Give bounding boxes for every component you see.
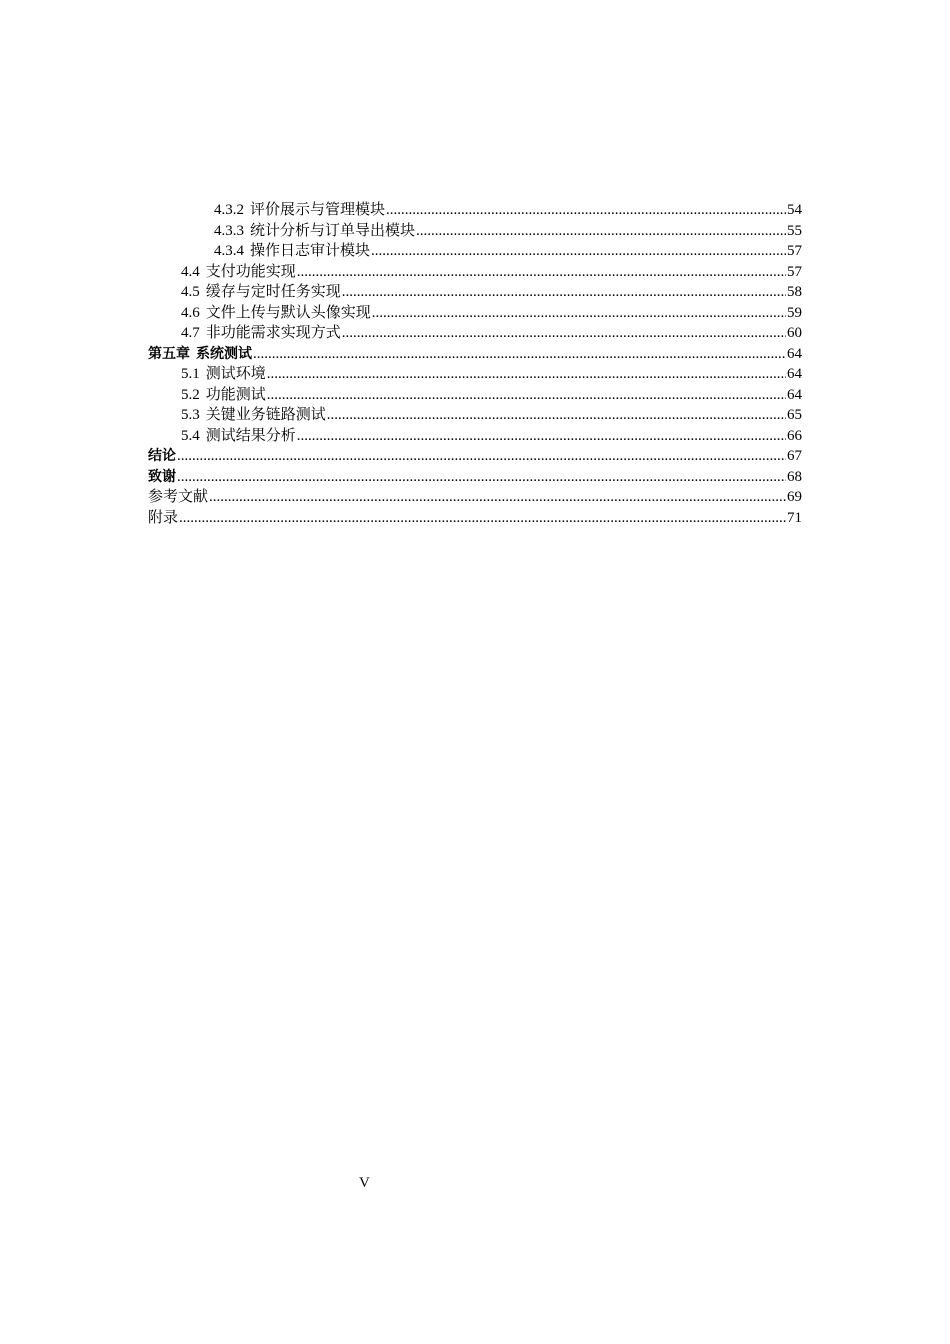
toc-entry-number: 5.2 xyxy=(181,386,200,403)
toc-entry-number: 4.3.4 xyxy=(214,243,244,259)
toc-entry[interactable] xyxy=(148,282,802,303)
toc-dot-leader xyxy=(209,487,786,508)
toc-dot-leader xyxy=(386,200,786,221)
toc-dot-leader xyxy=(297,262,786,283)
toc-entry-page: 54 xyxy=(787,202,802,218)
toc-entry-title: 测试结果分析 xyxy=(205,427,296,444)
toc-entry[interactable] xyxy=(148,241,802,262)
toc-entry-title: 关键业务链路测试 xyxy=(205,407,326,423)
toc-entry[interactable] xyxy=(148,262,802,283)
toc-dot-leader xyxy=(177,446,786,467)
toc-entry-page: 71 xyxy=(787,509,802,526)
toc-entry-title: 致谢 xyxy=(148,468,176,485)
toc-entry-number: 5.1 xyxy=(181,366,200,382)
toc-chapter-entry[interactable] xyxy=(148,508,802,529)
toc-entry[interactable] xyxy=(148,323,802,344)
toc-entry[interactable] xyxy=(148,364,802,385)
toc-entry-number: 第五章 xyxy=(148,345,190,362)
toc-entry-number: 5.4 xyxy=(181,427,200,444)
toc-entry-number: 4.3.2 xyxy=(214,202,244,218)
toc-entry-title: 非功能需求实现方式 xyxy=(205,325,341,341)
toc-dot-leader xyxy=(297,426,786,447)
toc-chapter-entry[interactable] xyxy=(148,446,802,467)
toc-dot-leader xyxy=(371,241,786,262)
toc-entry[interactable] xyxy=(148,405,802,426)
toc-entry-page: 60 xyxy=(787,325,802,341)
toc-dot-leader xyxy=(416,221,786,242)
toc-entry[interactable] xyxy=(148,426,802,447)
toc-entry-title: 统计分析与订单导出模块 xyxy=(250,222,416,239)
toc-entry-title: 系统测试 xyxy=(196,345,252,362)
toc-entry-title: 文件上传与默认头像实现 xyxy=(205,304,371,321)
toc-entry[interactable] xyxy=(148,385,802,406)
toc-entry-title: 参考文献 xyxy=(148,489,209,505)
toc-entry-page: 57 xyxy=(787,243,802,259)
toc-dot-leader xyxy=(342,282,786,303)
toc-entry-page: 55 xyxy=(787,222,802,239)
toc-entry-page: 57 xyxy=(787,263,802,280)
toc-dot-leader xyxy=(177,467,786,488)
toc-entry[interactable] xyxy=(148,303,802,324)
toc-entry-number: 4.4 xyxy=(181,263,200,280)
toc-chapter-entry[interactable] xyxy=(148,487,802,508)
toc-entry[interactable] xyxy=(148,221,802,242)
toc-entry-page: 64 xyxy=(787,366,802,382)
toc-entry-page: 65 xyxy=(787,407,802,423)
toc-entry-page: 64 xyxy=(787,345,802,362)
toc-entry-page: 67 xyxy=(787,448,802,464)
toc-dot-leader xyxy=(267,385,786,406)
table-of-contents xyxy=(148,200,802,528)
toc-dot-leader xyxy=(253,344,786,365)
toc-entry-number: 4.7 xyxy=(181,325,200,341)
toc-entry[interactable] xyxy=(148,200,802,221)
toc-dot-leader xyxy=(372,303,786,324)
toc-entry-page: 58 xyxy=(787,284,802,300)
toc-entry-number: 4.3.3 xyxy=(214,222,244,239)
page-number: V xyxy=(359,1175,370,1191)
toc-entry-number: 5.3 xyxy=(181,407,200,423)
toc-entry-title: 测试环境 xyxy=(205,366,266,382)
toc-entry-page: 66 xyxy=(787,427,802,444)
toc-chapter-entry[interactable] xyxy=(148,344,802,365)
toc-dot-leader xyxy=(327,405,786,426)
toc-entry-title: 操作日志审计模块 xyxy=(250,243,371,259)
toc-entry-title: 评价展示与管理模块 xyxy=(250,202,386,218)
toc-entry-page: 68 xyxy=(787,468,802,485)
toc-dot-leader xyxy=(179,508,786,529)
toc-entry-number: 4.5 xyxy=(181,284,200,300)
toc-entry-number: 4.6 xyxy=(181,304,200,321)
toc-entry-page: 64 xyxy=(787,386,802,403)
toc-dot-leader xyxy=(267,364,786,385)
toc-entry-title: 缓存与定时任务实现 xyxy=(205,284,341,300)
toc-entry-page: 59 xyxy=(787,304,802,321)
toc-entry-title: 附录 xyxy=(148,509,179,526)
toc-entry-title: 功能测试 xyxy=(205,386,266,403)
toc-dot-leader xyxy=(342,323,786,344)
toc-entry-title: 支付功能实现 xyxy=(205,263,296,280)
toc-entry-page: 69 xyxy=(787,489,802,505)
toc-chapter-entry[interactable] xyxy=(148,467,802,488)
toc-entry-title: 结论 xyxy=(148,448,176,464)
